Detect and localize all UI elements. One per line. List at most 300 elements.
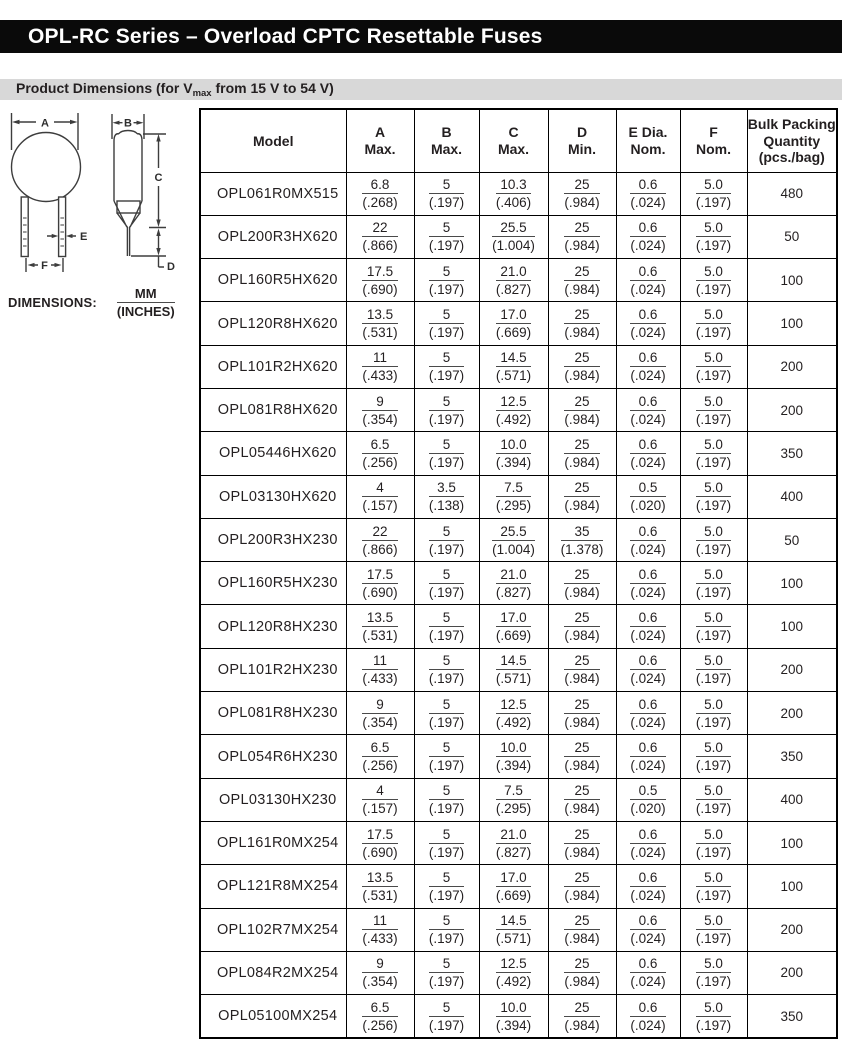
model-cell: OPL03130HX620 bbox=[200, 475, 346, 518]
mm-inch-fraction: $\frac{35}{(1.378)}$ bbox=[560, 523, 604, 557]
dimension-cell bbox=[479, 172, 548, 215]
dimension-cell bbox=[346, 475, 414, 518]
dimension-cell bbox=[548, 215, 616, 258]
mm-inch-fraction: $\frac{14.5}{(.571)}$ bbox=[495, 350, 532, 384]
dimension-cell bbox=[414, 562, 479, 605]
column-header-line: F bbox=[709, 124, 718, 141]
dimension-cell bbox=[346, 821, 414, 864]
mm-inch-fraction: $\frac{0.6}{(.024)}$ bbox=[630, 999, 666, 1033]
column-header-line: D bbox=[576, 124, 588, 141]
dimension-cell bbox=[479, 475, 548, 518]
dimension-cell bbox=[548, 562, 616, 605]
dimension-cell bbox=[346, 215, 414, 258]
mm-inch-fraction: $\frac{5}{(.197)}$ bbox=[428, 523, 465, 557]
mm-inch-fraction: $\frac{5}{(.197)}$ bbox=[428, 653, 465, 687]
mm-inch-fraction: $\frac{17.0}{(.669)}$ bbox=[495, 307, 532, 341]
mm-inch-fraction: $\frac{10.0}{(.394)}$ bbox=[495, 740, 532, 773]
mm-inch-fraction: $\frac{25}{(.984)}$ bbox=[564, 869, 600, 903]
title-bar bbox=[0, 20, 842, 53]
mm-inch-fraction: $\frac{21.0}{(.827)}$ bbox=[495, 263, 532, 297]
column-header-line: Nom. bbox=[696, 140, 731, 157]
dim-label-e: E bbox=[80, 231, 88, 243]
side-body-outline bbox=[114, 131, 142, 257]
mm-inch-fraction: $\frac{4}{(.157)}$ bbox=[362, 783, 398, 817]
dim-D bbox=[131, 229, 166, 268]
table-row bbox=[200, 605, 837, 648]
mm-inch-fraction: $\frac{5}{(.197)}$ bbox=[428, 393, 465, 427]
mm-inch-fraction: $\frac{22}{(.866)}$ bbox=[362, 220, 398, 254]
dimension-cell bbox=[414, 821, 479, 864]
dimension-cell bbox=[616, 259, 680, 302]
quantity-cell: 100 bbox=[747, 562, 837, 605]
product-dimension-diagram bbox=[2, 110, 197, 275]
section-title: Product Dimensions (for $V_{max}$ from 15 V to 54 V) bbox=[16, 80, 334, 99]
dimension-cell bbox=[479, 908, 548, 951]
dimension-cell bbox=[680, 908, 747, 951]
mm-inch-fraction: $\frac{5}{(.197)}$ bbox=[428, 999, 465, 1033]
dimension-cell bbox=[346, 518, 414, 561]
dimension-cell bbox=[414, 518, 479, 561]
mm-inch-fraction: $\frac{10.0}{(.394)}$ bbox=[495, 436, 532, 470]
mm-inch-fraction: $\frac{0.6}{(.024)}$ bbox=[630, 436, 666, 470]
mm-inch-fraction: $\frac{25}{(.984)}$ bbox=[564, 436, 600, 470]
dimension-cell bbox=[414, 648, 479, 691]
dimension-cell bbox=[414, 735, 479, 778]
model-cell: OPL160R5HX620 bbox=[200, 259, 346, 302]
mm-inch-fraction: $\frac{0.6}{(.024)}$ bbox=[630, 610, 666, 644]
mm-inch-fraction: $\frac{12.5}{(.492)}$ bbox=[495, 696, 532, 730]
mm-inch-fraction: $\frac{25}{(.984)}$ bbox=[564, 783, 600, 817]
mm-inch-fraction: $\frac{25}{(.984)}$ bbox=[564, 913, 600, 947]
dimension-cell bbox=[346, 432, 414, 475]
model-cell: OPL200R3HX230 bbox=[200, 518, 346, 561]
mm-inch-fraction: $\frac{17.0}{(.669)}$ bbox=[495, 610, 532, 644]
mm-inch-fraction: $\frac{0.6}{(.024)}$ bbox=[630, 393, 666, 427]
column-header-c-max bbox=[479, 109, 548, 172]
quantity-cell: 350 bbox=[747, 995, 837, 1038]
dimension-cell bbox=[346, 692, 414, 735]
mm-inch-fraction: $\frac{5}{(.197)}$ bbox=[428, 350, 465, 384]
dimension-cell bbox=[616, 518, 680, 561]
dimension-cell bbox=[616, 388, 680, 431]
table-row bbox=[200, 259, 837, 302]
mm-inch-fraction: $\frac{13.5}{(.531)}$ bbox=[362, 307, 398, 341]
mm-inch-fraction: $\frac{0.6}{(.024)}$ bbox=[630, 307, 666, 341]
dimension-cell bbox=[616, 821, 680, 864]
dimension-cell bbox=[479, 692, 548, 735]
dimension-cell bbox=[680, 388, 747, 431]
mm-inch-fraction: $\frac{5}{(.197)}$ bbox=[428, 436, 465, 470]
column-header-line: Min. bbox=[568, 140, 596, 157]
mm-inch-fraction: $\frac{6.5}{(.256)}$ bbox=[362, 436, 398, 470]
quantity-cell: 100 bbox=[747, 821, 837, 864]
model-cell: OPL084R2MX254 bbox=[200, 951, 346, 994]
table-row bbox=[200, 778, 837, 821]
dimension-cell bbox=[479, 865, 548, 908]
column-header-model bbox=[200, 109, 346, 172]
quantity-cell: 50 bbox=[747, 215, 837, 258]
dimension-cell bbox=[616, 995, 680, 1038]
mm-inch-fraction: $\frac{5}{(.197)}$ bbox=[428, 263, 465, 297]
dimension-cell bbox=[548, 735, 616, 778]
model-cell: OPL05446HX620 bbox=[200, 432, 346, 475]
model-cell: OPL05100MX254 bbox=[200, 995, 346, 1038]
mm-inch-fraction: $\frac{5}{(.197)}$ bbox=[428, 610, 465, 644]
mm-inch-fraction: $\frac{7.5}{(.295)}$ bbox=[495, 480, 532, 514]
mm-inch-fraction: $\frac{22}{(.866)}$ bbox=[362, 523, 398, 557]
mm-inch-fraction: $\frac{25}{(.984)}$ bbox=[564, 740, 600, 773]
table-row bbox=[200, 302, 837, 345]
table-row bbox=[200, 692, 837, 735]
dimension-cell bbox=[346, 908, 414, 951]
dimensions-units-note bbox=[8, 286, 175, 319]
mm-inch-fraction: $\frac{5.0}{(.197)}$ bbox=[695, 653, 732, 687]
mm-inch-fraction: $\frac{5.0}{(.197)}$ bbox=[695, 480, 732, 514]
table-body bbox=[200, 172, 837, 1038]
mm-inch-fraction: $\frac{25.5}{(1.004)}$ bbox=[492, 523, 535, 557]
dimension-cell bbox=[548, 821, 616, 864]
mm-inch-fraction: $\frac{11}{(.433)}$ bbox=[362, 913, 398, 947]
dimension-cell bbox=[616, 475, 680, 518]
mm-inch-fraction: $\frac{25}{(.984)}$ bbox=[564, 263, 600, 297]
mm-inch-fraction: $\frac{25}{(.984)}$ bbox=[564, 653, 600, 687]
dimension-cell bbox=[479, 562, 548, 605]
mm-inch-fraction: $\frac{5}{(.197)}$ bbox=[428, 869, 465, 903]
dimension-cell bbox=[548, 302, 616, 345]
dimension-cell bbox=[548, 778, 616, 821]
mm-inch-fraction: $\frac{25}{(.984)}$ bbox=[564, 177, 600, 211]
mm-inch-fraction: $\frac{5.0}{(.197)}$ bbox=[695, 999, 732, 1033]
mm-inch-fraction: $\frac{17.0}{(.669)}$ bbox=[495, 869, 532, 903]
column-header-a-max bbox=[346, 109, 414, 172]
dimension-cell bbox=[479, 778, 548, 821]
dimension-cell bbox=[414, 908, 479, 951]
column-header-line: Max. bbox=[430, 140, 463, 157]
quantity-cell: 350 bbox=[747, 735, 837, 778]
quantity-cell: 350 bbox=[747, 432, 837, 475]
mm-inch-fraction: $\frac{17.5}{(.690)}$ bbox=[362, 566, 398, 600]
quantity-cell: 50 bbox=[747, 518, 837, 561]
column-header-line: Quantity bbox=[763, 132, 821, 149]
table-header bbox=[200, 109, 837, 172]
mm-inch-fraction: $\frac{12.5}{(.492)}$ bbox=[495, 956, 532, 990]
column-header-line: Model bbox=[253, 132, 294, 149]
dimension-cell bbox=[548, 388, 616, 431]
mm-inch-fraction: $\frac{5}{(.197)}$ bbox=[428, 783, 465, 817]
mm-inch-fraction: $\frac{0.6}{(.024)}$ bbox=[630, 696, 666, 730]
table-row bbox=[200, 172, 837, 215]
dimension-cell bbox=[680, 432, 747, 475]
quantity-cell: 100 bbox=[747, 865, 837, 908]
dimension-cell bbox=[414, 475, 479, 518]
mm-inch-fraction: $\frac{5.0}{(.197)}$ bbox=[695, 523, 732, 557]
dimension-cell bbox=[548, 259, 616, 302]
dimension-cell bbox=[616, 735, 680, 778]
quantity-cell: 100 bbox=[747, 302, 837, 345]
dimension-cell bbox=[346, 345, 414, 388]
dim-label-a: A bbox=[41, 117, 49, 130]
mm-inch-fraction: $\frac{11}{(.433)}$ bbox=[362, 653, 398, 687]
mm-inch-fraction: $\frac{25}{(.984)}$ bbox=[564, 566, 600, 600]
dimension-cell bbox=[616, 215, 680, 258]
table-row bbox=[200, 995, 837, 1038]
column-header-e-dia-nom bbox=[616, 109, 680, 172]
mm-inch-fraction: $\frac{25}{(.984)}$ bbox=[564, 480, 600, 514]
disc-body-outline bbox=[12, 133, 81, 202]
dimension-cell bbox=[346, 172, 414, 215]
dimension-cell bbox=[548, 995, 616, 1038]
page-title: OPL-RC Series – Overload CPTC Resettable Fuses bbox=[28, 24, 543, 48]
mm-inch-fraction: $\frac{0.6}{(.024)}$ bbox=[630, 740, 666, 773]
mm-inch-fraction: $\frac{14.5}{(.571)}$ bbox=[495, 653, 532, 687]
dimension-cell bbox=[414, 778, 479, 821]
column-header-b-max bbox=[414, 109, 479, 172]
dimension-cell bbox=[346, 995, 414, 1038]
dimension-cell bbox=[414, 605, 479, 648]
dimension-cell bbox=[680, 648, 747, 691]
dimension-cell bbox=[414, 345, 479, 388]
mm-inch-fraction: $\frac{5}{(.197)}$ bbox=[428, 220, 465, 254]
mm-inch-fraction: $\frac{5.0}{(.197)}$ bbox=[695, 826, 732, 860]
model-cell: OPL061R0MX515 bbox=[200, 172, 346, 215]
mm-inch-fraction: $\frac{5.0}{(.197)}$ bbox=[695, 436, 732, 470]
mm-inch-fraction: $\frac{25}{(.984)}$ bbox=[564, 999, 600, 1033]
dimension-cell bbox=[479, 259, 548, 302]
table-row bbox=[200, 475, 837, 518]
table-row bbox=[200, 865, 837, 908]
mm-inch-fraction: $\frac{5.0}{(.197)}$ bbox=[695, 566, 732, 600]
mm-inch-fraction: $\frac{0.6}{(.024)}$ bbox=[630, 177, 666, 211]
mm-inch-fraction: $\frac{5.0}{(.197)}$ bbox=[695, 350, 732, 384]
mm-inch-fraction: $\frac{5}{(.197)}$ bbox=[428, 826, 465, 860]
dimension-cell bbox=[680, 692, 747, 735]
quantity-cell: 200 bbox=[747, 692, 837, 735]
table-row bbox=[200, 345, 837, 388]
dimension-cell bbox=[680, 172, 747, 215]
mm-inch-fraction: $\frac{25}{(.984)}$ bbox=[564, 307, 600, 341]
column-header-line: E Dia. bbox=[628, 124, 668, 141]
vmax-subscript: max bbox=[192, 88, 212, 99]
mm-inch-fraction: $\frac{5}{(.197)}$ bbox=[428, 566, 465, 600]
mm-inch-fraction: $\frac{12.5}{(.492)}$ bbox=[495, 393, 532, 427]
dimension-cell bbox=[616, 692, 680, 735]
model-cell: OPL081R8HX230 bbox=[200, 692, 346, 735]
column-header-line: A bbox=[374, 124, 386, 141]
mm-inch-fraction: $\frac{25}{(.984)}$ bbox=[564, 826, 600, 860]
dimension-cell bbox=[479, 951, 548, 994]
dimension-cell bbox=[548, 951, 616, 994]
units-mm: MM bbox=[117, 286, 175, 303]
dimension-cell bbox=[414, 692, 479, 735]
dimension-cell bbox=[616, 172, 680, 215]
dimension-cell bbox=[346, 951, 414, 994]
mm-inch-fraction: $\frac{11}{(.433)}$ bbox=[362, 350, 398, 384]
mm-inch-fraction: $\frac{6.5}{(.256)}$ bbox=[362, 999, 398, 1033]
table-row bbox=[200, 388, 837, 431]
dimension-cell bbox=[548, 172, 616, 215]
table-row bbox=[200, 432, 837, 475]
dimension-cell bbox=[414, 259, 479, 302]
dimension-cell bbox=[479, 995, 548, 1038]
mm-inch-fraction: $\frac{10.0}{(.394)}$ bbox=[495, 999, 532, 1033]
quantity-cell: 100 bbox=[747, 605, 837, 648]
table-header-row bbox=[200, 109, 837, 172]
dim-label-d: D bbox=[167, 261, 175, 273]
dimension-cell bbox=[616, 778, 680, 821]
dimension-cell bbox=[616, 951, 680, 994]
mm-inch-fraction: $\frac{21.0}{(.827)}$ bbox=[495, 566, 532, 600]
dimension-cell bbox=[548, 865, 616, 908]
dimension-cell bbox=[346, 259, 414, 302]
mm-inch-fraction: $\frac{0.6}{(.024)}$ bbox=[630, 263, 666, 297]
mm-inch-fraction: $\frac{0.6}{(.024)}$ bbox=[630, 826, 666, 860]
mm-inch-fraction: $\frac{10.3}{(.406)}$ bbox=[495, 177, 532, 211]
dimension-cell bbox=[548, 908, 616, 951]
mm-inch-fraction: $\frac{5.0}{(.197)}$ bbox=[695, 783, 732, 817]
mm-inch-fraction: $\frac{17.5}{(.690)}$ bbox=[362, 826, 398, 860]
dimension-cell bbox=[479, 345, 548, 388]
dimension-cell bbox=[616, 865, 680, 908]
mm-inch-fraction: $\frac{6.5}{(.256)}$ bbox=[362, 740, 398, 773]
dimension-cell bbox=[346, 302, 414, 345]
mm-inch-fraction: $\frac{5.0}{(.197)}$ bbox=[695, 869, 732, 903]
dimension-cell bbox=[616, 605, 680, 648]
dimension-cell bbox=[414, 432, 479, 475]
dimension-cell bbox=[548, 692, 616, 735]
table-row bbox=[200, 215, 837, 258]
mm-inch-fraction: $\frac{25.5}{(1.004)}$ bbox=[492, 220, 535, 254]
table-row bbox=[200, 518, 837, 561]
dimension-cell bbox=[479, 821, 548, 864]
mm-inch-fraction: $\frac{5.0}{(.197)}$ bbox=[695, 913, 732, 947]
model-cell: OPL101R2HX230 bbox=[200, 648, 346, 691]
dimension-cell bbox=[548, 518, 616, 561]
dimension-cell bbox=[346, 648, 414, 691]
mm-inch-fraction: $\frac{0.5}{(.020)}$ bbox=[630, 480, 666, 514]
dimension-cell bbox=[548, 648, 616, 691]
dimension-cell bbox=[346, 865, 414, 908]
model-cell: OPL200R3HX620 bbox=[200, 215, 346, 258]
mm-inch-fraction: $\frac{25}{(.984)}$ bbox=[564, 696, 600, 730]
mm-inch-fraction: $\frac{7.5}{(.295)}$ bbox=[495, 783, 532, 817]
model-cell: OPL101R2HX620 bbox=[200, 345, 346, 388]
dimension-cell bbox=[479, 648, 548, 691]
quantity-cell: 200 bbox=[747, 345, 837, 388]
column-header-line: Nom. bbox=[630, 140, 666, 157]
mm-inch-fraction: $\frac{0.6}{(.024)}$ bbox=[630, 220, 666, 254]
mm-inch-fraction: $\frac{5.0}{(.197)}$ bbox=[695, 956, 732, 990]
dimension-cell bbox=[548, 605, 616, 648]
dimension-cell bbox=[680, 215, 747, 258]
model-cell: OPL03130HX230 bbox=[200, 778, 346, 821]
mm-inch-fraction: $\frac{25}{(.984)}$ bbox=[564, 350, 600, 384]
table-row bbox=[200, 951, 837, 994]
mm-inch-fraction: $\frac{25}{(.984)}$ bbox=[564, 956, 600, 990]
mm-inch-fraction: $\frac{5.0}{(.197)}$ bbox=[695, 220, 732, 254]
quantity-cell: 100 bbox=[747, 259, 837, 302]
mm-inch-fraction: $\frac{14.5}{(.571)}$ bbox=[495, 913, 532, 947]
model-cell: OPL120R8HX620 bbox=[200, 302, 346, 345]
dimension-cell bbox=[680, 562, 747, 605]
model-cell: OPL161R0MX254 bbox=[200, 821, 346, 864]
mm-inch-fraction: $\frac{13.5}{(.531)}$ bbox=[362, 869, 398, 903]
dimension-cell bbox=[346, 778, 414, 821]
mm-inch-fraction: $\frac{5}{(.197)}$ bbox=[428, 956, 465, 990]
mm-inch-fraction: $\frac{3.5}{(.138)}$ bbox=[428, 480, 465, 514]
dimension-cell bbox=[479, 518, 548, 561]
dimension-cell bbox=[680, 345, 747, 388]
dimension-cell bbox=[680, 259, 747, 302]
dimension-cell bbox=[346, 605, 414, 648]
dimension-cell bbox=[346, 562, 414, 605]
dimension-cell bbox=[616, 345, 680, 388]
column-header-d-min bbox=[548, 109, 616, 172]
column-header-f-nom bbox=[680, 109, 747, 172]
quantity-cell: 200 bbox=[747, 951, 837, 994]
column-header-qty bbox=[747, 109, 837, 172]
mm-inch-fraction: $\frac{9}{(.354)}$ bbox=[362, 393, 398, 427]
mm-inch-fraction: $\frac{25}{(.984)}$ bbox=[564, 220, 600, 254]
units-fraction bbox=[117, 286, 175, 319]
mm-inch-fraction: $\frac{5}{(.197)}$ bbox=[428, 696, 465, 730]
dimension-cell bbox=[616, 648, 680, 691]
dimension-cell bbox=[346, 388, 414, 431]
mm-inch-fraction: $\frac{9}{(.354)}$ bbox=[362, 956, 398, 990]
dimension-cell bbox=[479, 432, 548, 475]
units-inches: (INCHES) bbox=[116, 304, 175, 319]
mm-inch-fraction: $\frac{13.5}{(.531)}$ bbox=[362, 610, 398, 644]
model-cell: OPL120R8HX230 bbox=[200, 605, 346, 648]
dimension-cell bbox=[479, 388, 548, 431]
dimension-cell bbox=[414, 995, 479, 1038]
dimensions-label: DIMENSIONS: bbox=[8, 295, 97, 310]
dimension-cell bbox=[346, 735, 414, 778]
mm-inch-fraction: $\frac{5}{(.197)}$ bbox=[428, 177, 465, 211]
dimension-cell bbox=[616, 432, 680, 475]
dimension-cell bbox=[680, 951, 747, 994]
dimension-cell bbox=[680, 821, 747, 864]
dimension-cell bbox=[680, 302, 747, 345]
dim-label-f: F bbox=[41, 260, 48, 272]
mm-inch-fraction: $\frac{17.5}{(.690)}$ bbox=[362, 263, 398, 297]
dimension-cell bbox=[414, 215, 479, 258]
product-dimensions-table bbox=[199, 108, 838, 1039]
dimension-cell bbox=[479, 605, 548, 648]
dimension-cell bbox=[548, 345, 616, 388]
dimension-cell bbox=[548, 432, 616, 475]
quantity-cell: 200 bbox=[747, 388, 837, 431]
dimension-cell bbox=[680, 518, 747, 561]
column-header-line: B bbox=[441, 124, 452, 141]
mm-inch-fraction: $\frac{21.0}{(.827)}$ bbox=[495, 826, 532, 860]
dimension-cell bbox=[680, 605, 747, 648]
quantity-cell: 400 bbox=[747, 475, 837, 518]
column-header-line: Bulk Packing bbox=[747, 116, 836, 132]
dimension-cell bbox=[548, 475, 616, 518]
mm-inch-fraction: $\frac{0.6}{(.024)}$ bbox=[630, 523, 666, 557]
dimension-cell bbox=[414, 172, 479, 215]
mm-inch-fraction: $\frac{5.0}{(.197)}$ bbox=[695, 177, 732, 211]
dimension-cell bbox=[479, 735, 548, 778]
dimension-cell bbox=[680, 778, 747, 821]
column-header-line: (pcs./bag) bbox=[758, 149, 825, 165]
quantity-cell: 200 bbox=[747, 648, 837, 691]
model-cell: OPL121R8MX254 bbox=[200, 865, 346, 908]
table-row bbox=[200, 735, 837, 778]
dimension-cell bbox=[680, 865, 747, 908]
mm-inch-fraction: $\frac{25}{(.984)}$ bbox=[564, 610, 600, 644]
section-header-bar bbox=[0, 79, 842, 100]
